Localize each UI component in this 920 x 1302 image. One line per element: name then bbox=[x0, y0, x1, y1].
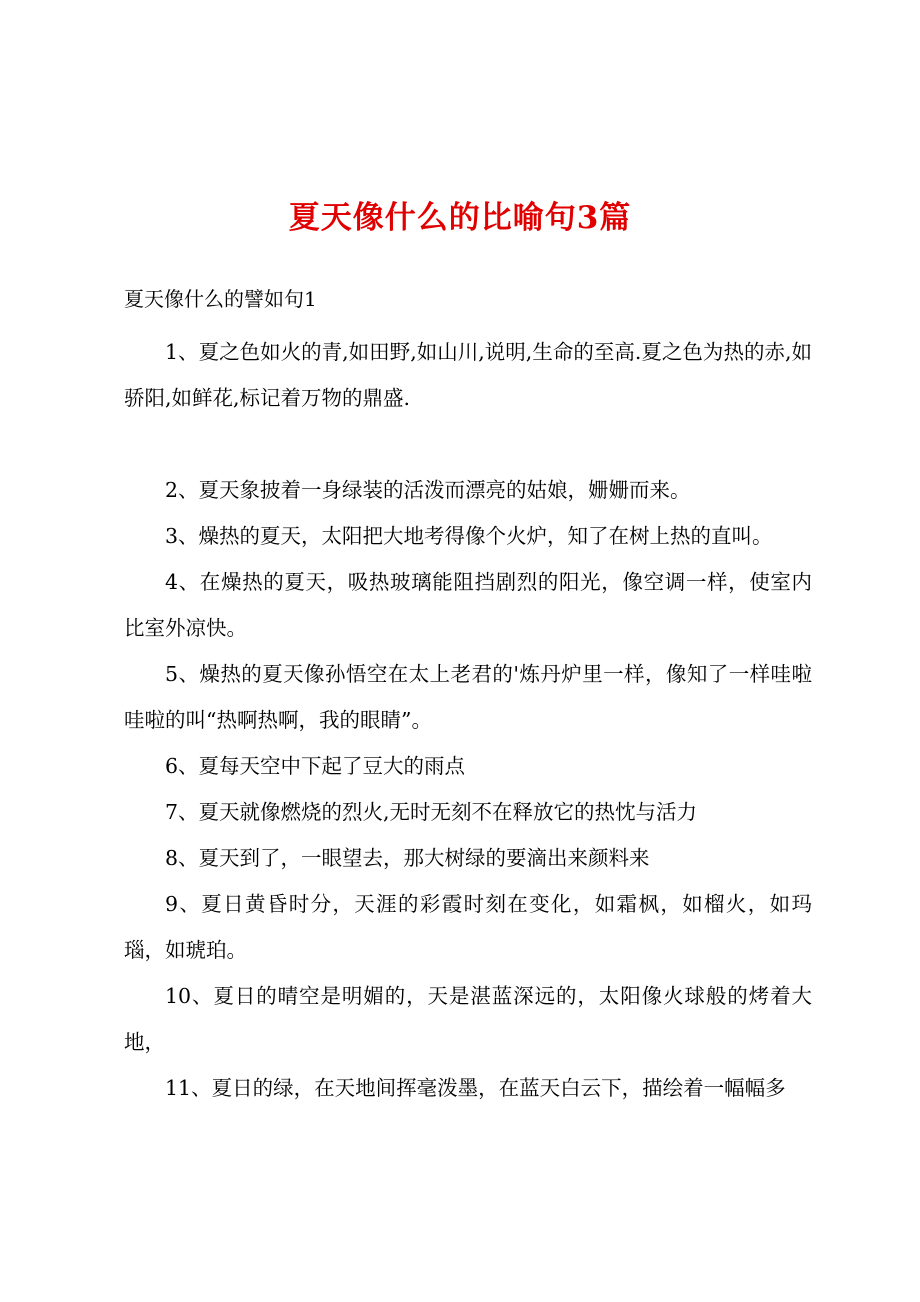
paragraph-4: 4、在燥热的夏天，吸热玻璃能阻挡剧烈的阳光，像空调一样，使室内比室外凉快。 bbox=[124, 570, 812, 640]
paragraph-10: 10、夏日的晴空是明媚的，天是湛蓝深远的，太阳像火球般的烤着大地， bbox=[124, 984, 812, 1054]
paragraph-8: 8、夏天到了，一眼望去，那大树绿的要滴出来颜料来 bbox=[165, 846, 650, 870]
paragraph-1: 1、夏之色如火的青,如田野,如山川,说明,生命的至高.夏之色为热的赤,如骄阳,如鲜花,标记着万物的鼎盛. bbox=[124, 340, 812, 410]
document-title: 夏天像什么的比喻句3篇 bbox=[288, 200, 632, 236]
paragraph-3: 3、燥热的夏天，太阳把大地考得像个火炉，知了在树上热的直叫。 bbox=[165, 524, 773, 548]
paragraph-5: 5、燥热的夏天像孙悟空在太上老君的'炼丹炉里一样，像知了一样哇啦哇啦的叫“热啊热啊，我的眼睛”。 bbox=[124, 662, 812, 732]
paragraph-2: 2、夏天象披着一身绿装的活泼而漂亮的姑娘，姗姗而来。 bbox=[165, 478, 691, 502]
section-heading: 夏天像什么的譬如句1 bbox=[124, 287, 317, 311]
paragraph-6: 6、夏每天空中下起了豆大的雨点 bbox=[165, 754, 466, 778]
document-body bbox=[124, 329, 812, 1111]
paragraph-9: 9、夏日黄昏时分，天涯的彩霞时刻在变化，如霜枫，如榴火，如玛瑙，如琥珀。 bbox=[124, 892, 812, 962]
paragraph-7: 7、夏天就像燃烧的烈火,无时无刻不在释放它的热忱与活力 bbox=[165, 800, 698, 824]
paragraph-11: 11、夏日的绿，在天地间挥毫泼墨，在蓝天白云下，描绘着一幅幅多 bbox=[165, 1076, 786, 1100]
